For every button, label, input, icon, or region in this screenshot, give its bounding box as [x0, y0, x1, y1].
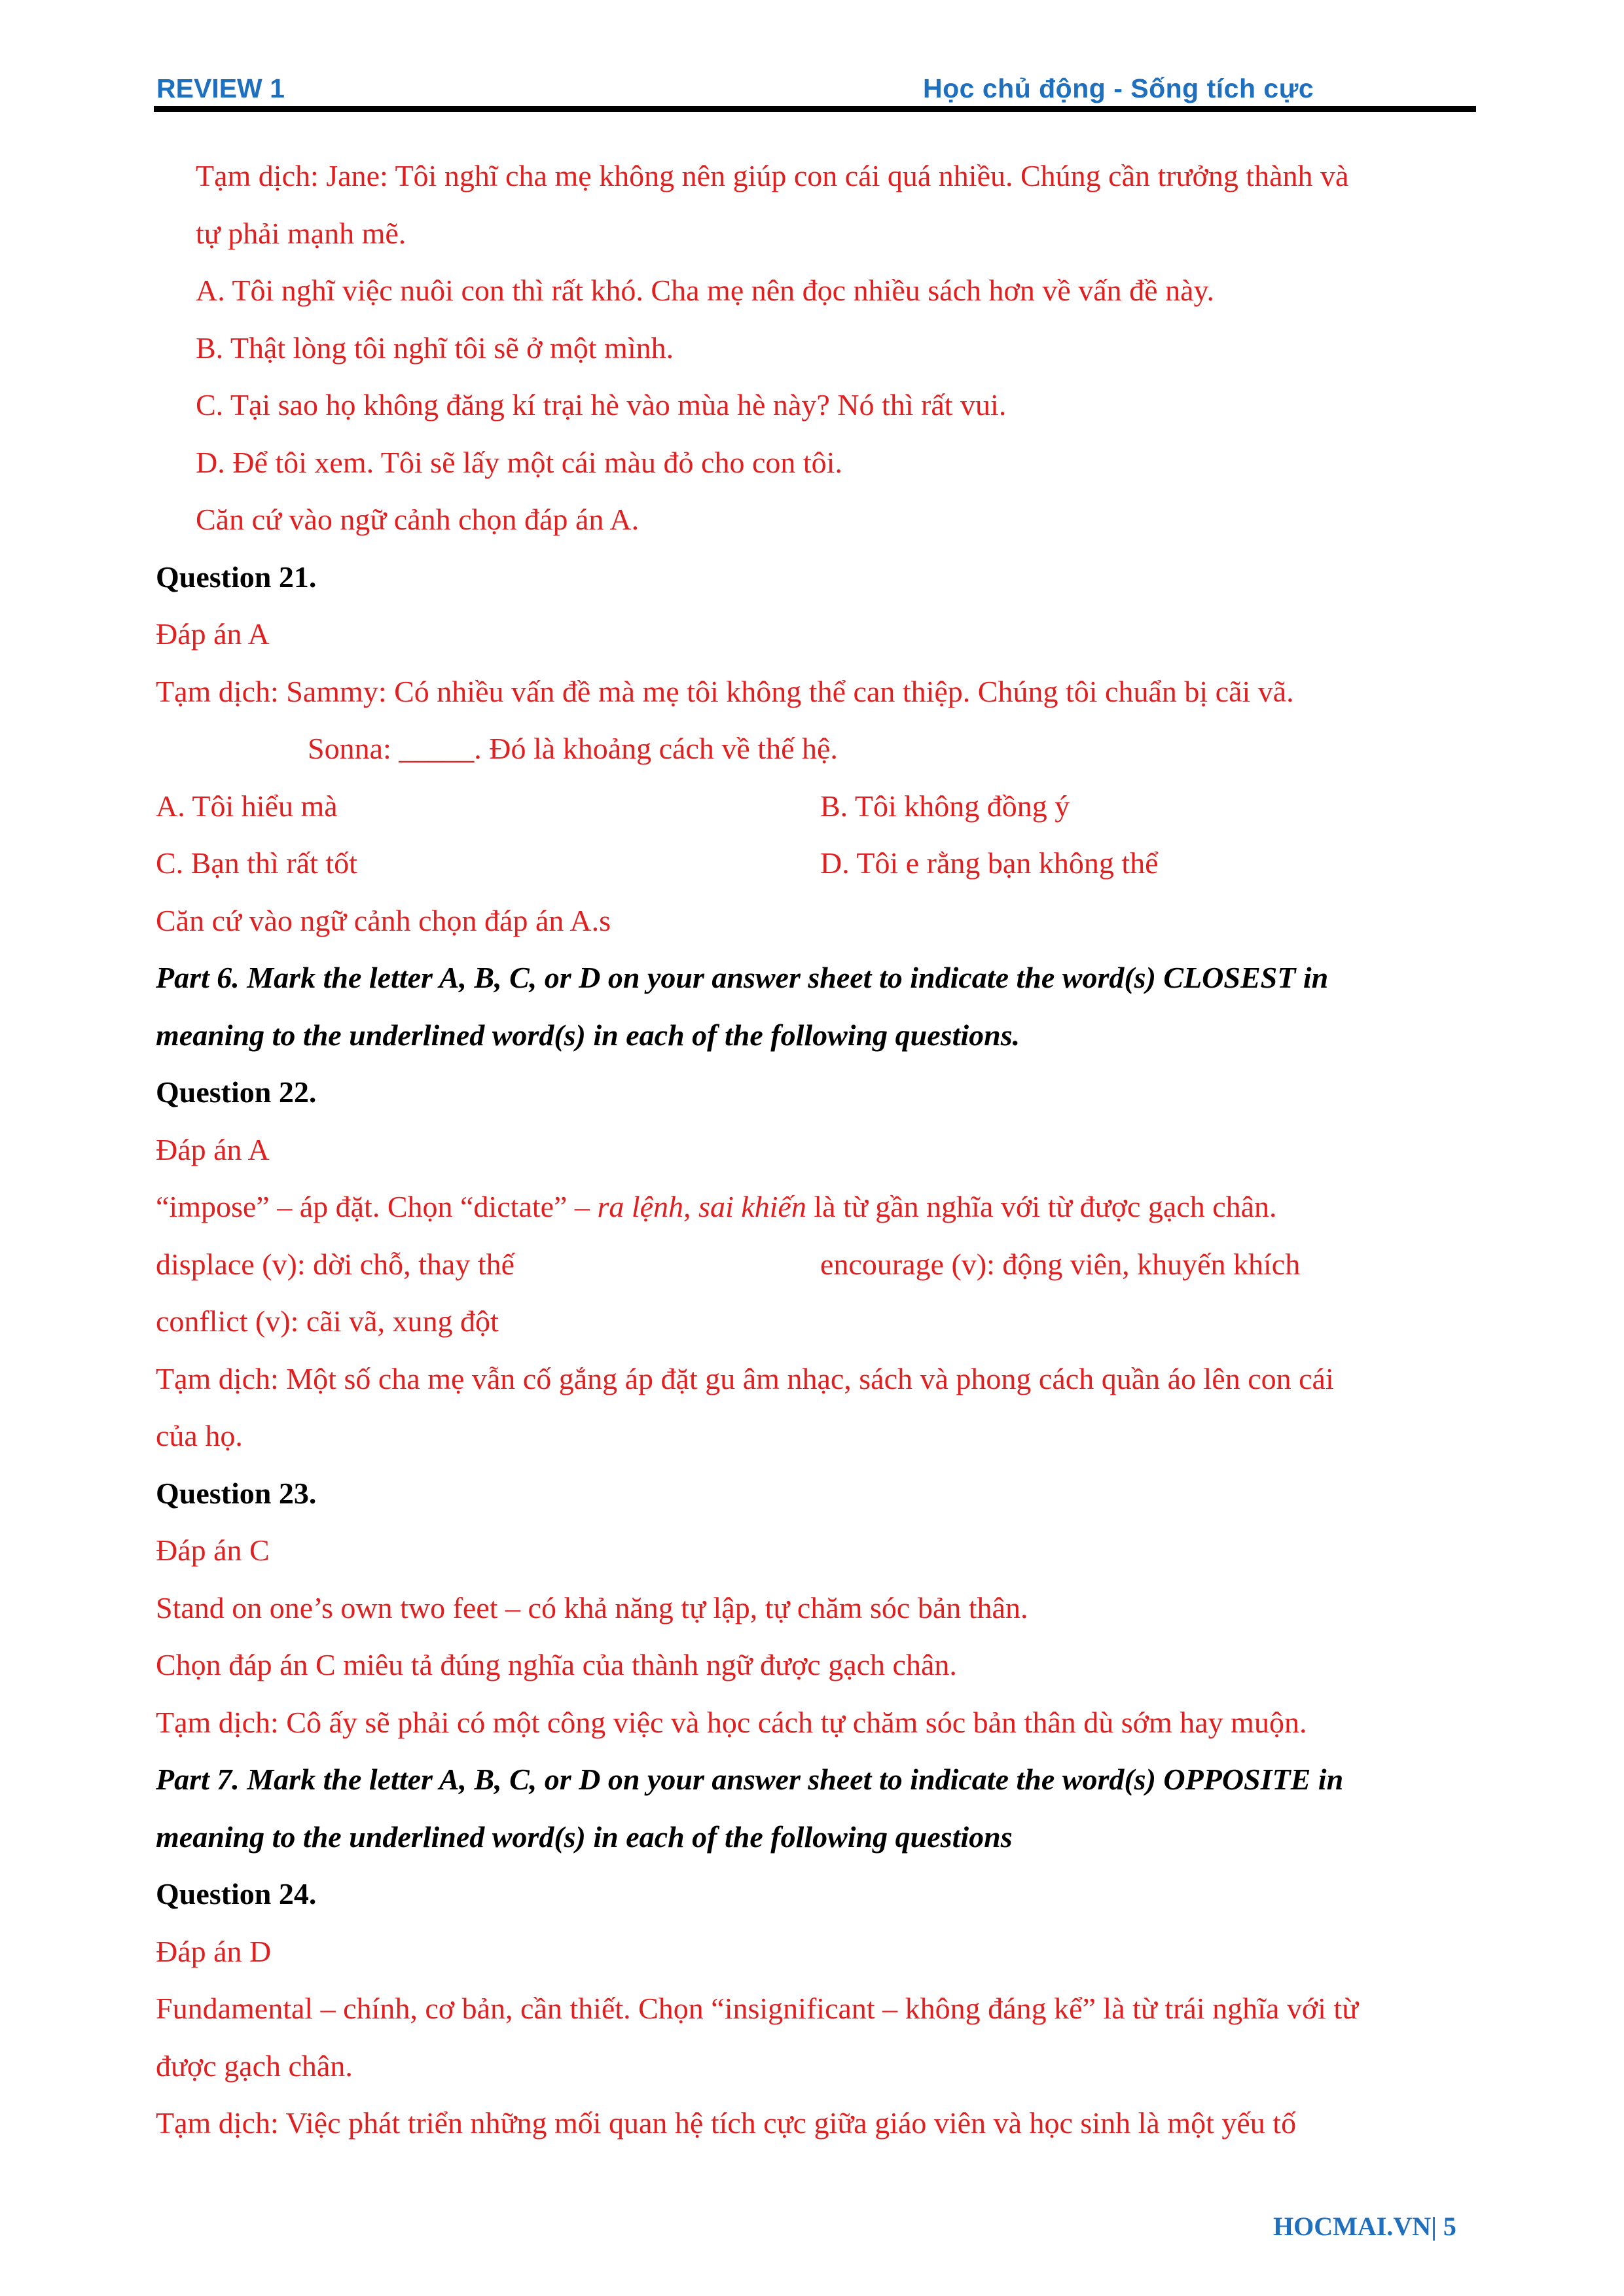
text-line: Tạm dịch: Việc phát triển những mối quan hệ tích cực giữa giáo viên và học sinh là một yếu tố	[156, 2106, 1297, 2140]
option-c-translation: C. Tại sao họ không đăng kí trại hè vào mùa hè này? Nó thì rất vui.	[196, 388, 1007, 422]
conclusion-line: Căn cứ vào ngữ cảnh chọn đáp án A.	[196, 503, 640, 536]
text-line: Tạm dịch: Một số cha mẹ vẫn cố gắng áp đặt gu âm nhạc, sách và phong cách quần áo lên con cái	[156, 1361, 1334, 1395]
question-heading: Question 22.	[156, 1075, 317, 1109]
text-line: được gạch chân.	[156, 2049, 353, 2083]
text-line: Sonna: _____. Đó là khoảng cách về thế hệ.	[308, 732, 838, 765]
vocab-row	[156, 1236, 1478, 1293]
text-line: Tạm dịch: Sammy: Có nhiều vấn đề mà mẹ tôi không thể can thiệp. Chúng tôi chuẩn bị cãi vã.	[156, 674, 1294, 708]
page-header	[154, 68, 1476, 114]
question-heading: Question 23.	[156, 1476, 317, 1510]
answer-key: Đáp án D	[156, 1934, 272, 1968]
part-instruction: Part 7. Mark the letter A, B, C, or D on your answer sheet to indicate the word(s) OPPOSITE in	[156, 1763, 1344, 1796]
vocab-item: encourage (v): động viên, khuyến khích	[820, 1247, 1301, 1281]
option-c-translation: C. Bạn thì rất tốt	[156, 846, 357, 880]
question-heading: Question 21.	[156, 560, 317, 594]
option-row	[156, 834, 1478, 892]
text-segment: “impose” – áp đặt. Chọn “dictate” –	[156, 1190, 598, 1223]
question-heading: Question 24.	[156, 1877, 317, 1910]
text-line: Chọn đáp án C miêu tả đúng nghĩa của thành ngữ được gạch chân.	[156, 1648, 957, 1681]
text-line: của họ.	[156, 1419, 243, 1452]
option-row	[156, 778, 1478, 835]
option-a-translation: A. Tôi hiểu mà	[156, 789, 338, 823]
conclusion-line: Căn cứ vào ngữ cảnh chọn đáp án A.s	[156, 903, 611, 937]
text-segment: là từ gần nghĩa với từ được gạch chân.	[806, 1190, 1277, 1223]
answer-key: Đáp án C	[156, 1534, 270, 1567]
option-b-translation: B. Thật lòng tôi nghĩ tôi sẽ ở một mình.	[196, 331, 674, 365]
header-rule	[154, 106, 1476, 112]
part-instruction: meaning to the underlined word(s) in each of the following questions.	[156, 1018, 1020, 1052]
document-body	[156, 147, 1478, 2152]
text-line: Stand on one’s own two feet – có khả năng tự lập, tự chăm sóc bản thân.	[156, 1590, 1028, 1624]
header-slogan: Học chủ động - Sống tích cực	[923, 73, 1314, 103]
page-footer: HOCMAI.VN| 5	[1273, 2212, 1456, 2241]
header-section-title: REVIEW 1	[156, 73, 285, 103]
vocab-item: conflict (v): cãi vã, xung đột	[156, 1304, 499, 1338]
option-d-translation: D. Để tôi xem. Tôi sẽ lấy một cái màu đỏ cho con tôi.	[196, 445, 842, 479]
text-line	[156, 1178, 1478, 1236]
part-instruction: meaning to the underlined word(s) in each of the following questions	[156, 1820, 1013, 1854]
text-line: Fundamental – chính, cơ bản, cần thiết. Chọn “insignificant – không đáng kể” là từ trái nghĩa với từ	[156, 1992, 1359, 2025]
answer-key: Đáp án A	[156, 1132, 270, 1166]
option-d-translation: D. Tôi e rằng bạn không thể	[820, 846, 1159, 880]
answer-key: Đáp án A	[156, 617, 270, 651]
option-b-translation: B. Tôi không đồng ý	[820, 789, 1070, 823]
italic-segment: ra lệnh, sai khiến	[597, 1190, 806, 1223]
text-line: tự phải mạnh mẽ.	[196, 216, 406, 250]
text-line: Tạm dịch: Jane: Tôi nghĩ cha mẹ không nên giúp con cái quá nhiều. Chúng cần trưởng thành và	[196, 159, 1349, 192]
vocab-item: displace (v): dời chỗ, thay thế	[156, 1247, 515, 1281]
text-line: Tạm dịch: Cô ấy sẽ phải có một công việc và học cách tự chăm sóc bản thân dù sớm hay muộn.	[156, 1705, 1307, 1739]
part-instruction: Part 6. Mark the letter A, B, C, or D on your answer sheet to indicate the word(s) CLOSEST in	[156, 961, 1329, 994]
option-a-translation: A. Tôi nghĩ việc nuôi con thì rất khó. Cha mẹ nên đọc nhiều sách hơn về vấn đề này.	[196, 274, 1215, 307]
